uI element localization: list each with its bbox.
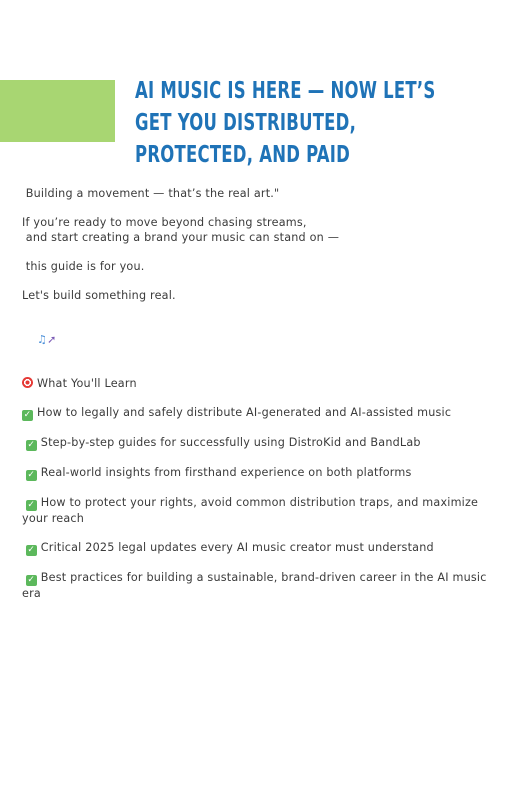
learn-item: ✓ How to legally and safely distribute AI-generated and AI-assisted music (23, 406, 452, 420)
target-icon (22, 377, 33, 388)
ready-line-1: If you’re ready to move beyond chasing streams, (22, 216, 307, 229)
learn-item: ✓ Critical 2025 legal updates every AI music creator must understand (27, 541, 434, 555)
check-icon: ✓ (27, 500, 36, 510)
check-icon: ✓ (23, 410, 32, 420)
document-body (22, 186, 492, 601)
rocket-icon: ➚ (47, 333, 57, 346)
guide-line: this guide is for you. (25, 260, 145, 273)
music-notes-icon: ♫ (37, 333, 48, 346)
check-icon: ✓ (27, 470, 36, 480)
check-icon: ✓ (27, 575, 36, 585)
learn-heading: What You'll Learn (22, 376, 492, 391)
build-line: Let's build something real. (22, 289, 176, 302)
learn-item: ✓ How to protect your rights, avoid common distribution traps, and maximize your reach (22, 496, 482, 525)
check-icon: ✓ (27, 440, 36, 450)
learn-item: ✓ Step-by-step guides for successfully using DistroKid and BandLab (27, 436, 421, 450)
page-title: AI MUSIC IS HERE — NOW LET’S GET YOU DISTRIBUTED, PROTECTED, AND PAID (135, 76, 436, 168)
learn-item: ✓ Real-world insights from firsthand experience on both platforms (27, 466, 412, 480)
check-icon: ✓ (27, 545, 36, 555)
quote-line: Building a movement — that’s the real art." (25, 187, 280, 200)
ready-line-2: and start creating a brand your music can stand on — (25, 231, 340, 244)
learn-item: ✓ Best practices for building a sustainable, brand-driven career in the AI music era (22, 571, 491, 600)
accent-bar (0, 80, 115, 142)
emoji-line (22, 317, 492, 362)
